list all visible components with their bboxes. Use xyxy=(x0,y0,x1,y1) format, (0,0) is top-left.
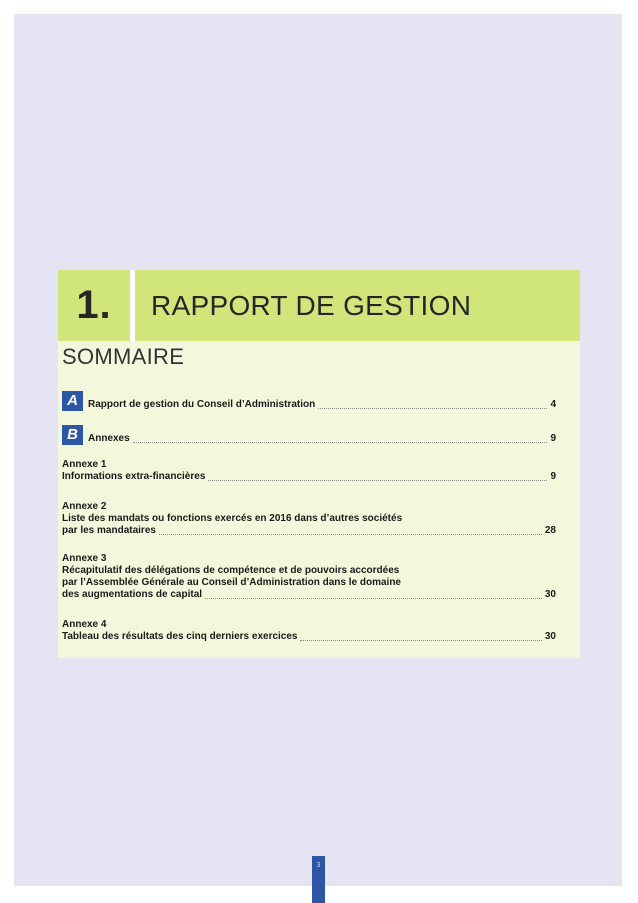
section-number: 1. xyxy=(76,283,112,327)
toc-page-number: 28 xyxy=(544,525,556,536)
section-header xyxy=(58,270,580,341)
toc-entry-b[interactable] xyxy=(62,425,556,445)
dot-leader xyxy=(318,407,547,409)
section-title: RAPPORT DE GESTION xyxy=(151,289,472,321)
page-number: 3 xyxy=(316,862,321,869)
annexe-2-line: Liste des mandats ou fonctions exercés en 2016 dans d’autres sociétés xyxy=(62,513,403,524)
table-of-contents xyxy=(58,341,580,658)
page-number-tab xyxy=(312,856,325,903)
toc-entry-annexe-4[interactable] xyxy=(62,631,556,643)
toc-entry-label: Informations extra-financières xyxy=(62,471,206,482)
toc-page-number: 30 xyxy=(544,589,556,600)
dot-leader xyxy=(159,533,542,535)
toc-entry-a[interactable] xyxy=(62,391,556,411)
toc-entry-annexe-2[interactable] xyxy=(62,525,556,537)
dot-leader xyxy=(133,441,548,443)
toc-page-number: 9 xyxy=(550,433,556,444)
annexe-3-line: par l’Assemblée Générale au Conseil d’Administration dans le domaine xyxy=(62,577,401,588)
annexe-3-heading: Annexe 3 xyxy=(62,553,107,564)
toc-entry-annexe-1[interactable] xyxy=(62,471,556,483)
toc-entry-label: Rapport de gestion du Conseil d’Administration xyxy=(88,399,316,410)
toc-entry-label: Annexes xyxy=(88,433,130,444)
dot-leader xyxy=(205,597,542,599)
section-badge-a: A xyxy=(62,391,83,411)
annexe-3-line: Récapitulatif des délégations de compétence et de pouvoirs accordées xyxy=(62,565,400,576)
toc-entry-label: Tableau des résultats des cinq derniers exercices xyxy=(62,631,298,642)
toc-page-number: 4 xyxy=(550,399,556,410)
annexe-2-heading: Annexe 2 xyxy=(62,501,107,512)
dot-leader xyxy=(300,639,541,641)
header-divider xyxy=(130,270,135,341)
toc-page-number: 30 xyxy=(544,631,556,642)
dot-leader xyxy=(208,479,547,481)
toc-entry-label: des augmentations de capital xyxy=(62,589,203,600)
annexe-1-heading: Annexe 1 xyxy=(62,459,107,470)
toc-page-number: 9 xyxy=(550,471,556,482)
toc-entry-label: par les mandataires xyxy=(62,525,156,536)
sommaire-title: SOMMAIRE xyxy=(62,344,185,369)
toc-entry-annexe-3[interactable] xyxy=(62,589,556,601)
annexe-4-heading: Annexe 4 xyxy=(62,619,107,630)
section-badge-b: B xyxy=(62,425,83,445)
